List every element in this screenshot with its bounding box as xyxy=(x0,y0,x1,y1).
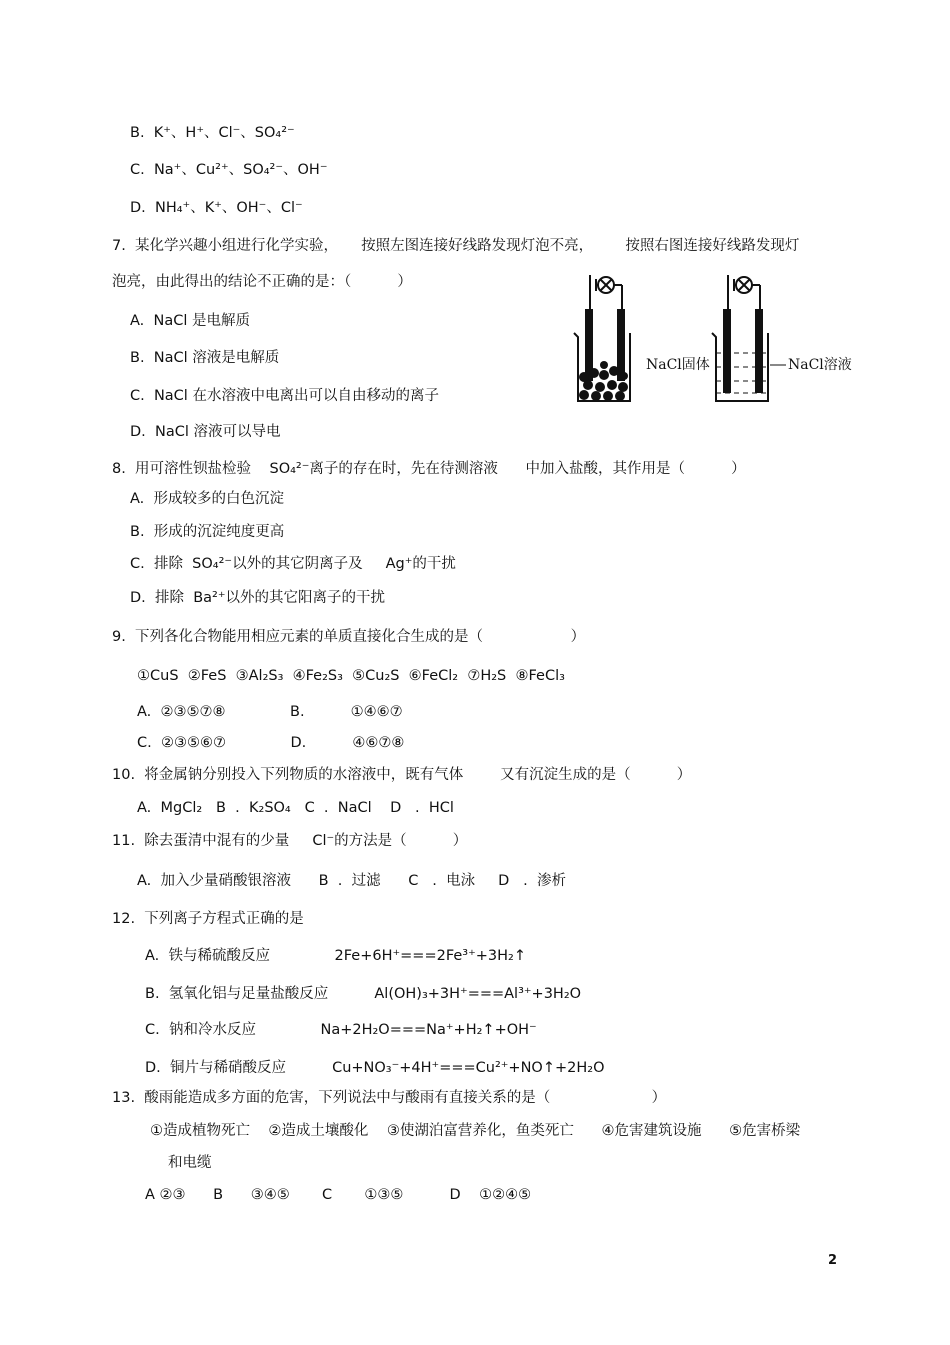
question-9-items: ①CuS ②FeS ③Al₂S₃ ④Fe₂S₃ ⑤Cu₂S ⑥FeCl₂ ⑦H₂S ⑧FeCl₃ xyxy=(137,668,565,684)
conductivity-figure xyxy=(560,265,860,410)
question-13-stem: 13. 酸雨能造成多方面的危害，下列说法中与酸雨有直接关系的是（ ） xyxy=(112,1090,667,1106)
option-c-q7: C. NaCl 在水溶液中电离出可以自由移动的离子 xyxy=(130,388,439,404)
option-c-q12: C. 钠和冷水反应 Na+2H₂O===Na⁺+H₂↑+OH⁻ xyxy=(145,1022,537,1038)
options-q11: A. 加入少量硝酸银溶液 B . 过滤 C . 电泳 D . 渗析 xyxy=(137,873,566,889)
question-13-items-cont: 和电缆 xyxy=(168,1155,212,1171)
options-cd-q9: C. ②③⑤⑥⑦ D. ④⑥⑦⑧ xyxy=(137,735,405,751)
question-9-stem: 9. 下列各化合物能用相应元素的单质直接化合生成的是（ ） xyxy=(112,629,586,645)
right-figure-label: NaCl溶液 xyxy=(788,357,852,373)
question-12-stem: 12. 下列离子方程式正确的是 xyxy=(112,911,304,927)
option-a-q7: A. NaCl 是电解质 xyxy=(130,313,250,329)
left-apparatus xyxy=(574,275,630,401)
options-q10: A. MgCl₂ B . K₂SO₄ C . NaCl D . HCl xyxy=(137,800,454,816)
option-d-q7: D. NaCl 溶液可以导电 xyxy=(130,424,281,440)
question-7-stem: 7. 某化学兴趣小组进行化学实验， 按照左图连接好线路发现灯泡不亮， 按照右图连接好线路发现灯 xyxy=(112,238,800,254)
right-apparatus xyxy=(712,275,768,401)
options-q13: A ②③ B ③④⑤ C ①③⑤ D ①②④⑤ xyxy=(145,1187,532,1203)
left-figure-label: NaCl固体 xyxy=(646,357,710,373)
question-13-items: ①造成植物死亡 ②造成土壤酸化 ③使湖泊富营养化，鱼类死亡 ④危害建筑设施 ⑤危害桥梁 xyxy=(150,1123,801,1139)
page-number: 2 xyxy=(828,1253,838,1268)
options-ab-q9: A. ②③⑤⑦⑧ B. ①④⑥⑦ xyxy=(137,704,403,720)
option-d-q8: D. 排除 Ba²⁺以外的其它阳离子的干扰 xyxy=(130,590,386,606)
option-c-q6: C. Na⁺、Cu²⁺、SO₄²⁻、OH⁻ xyxy=(130,162,328,178)
question-11-stem: 11. 除去蛋清中混有的少量 Cl⁻的方法是（ ） xyxy=(112,833,468,849)
option-b-q7: B. NaCl 溶液是电解质 xyxy=(130,350,280,366)
question-7-stem-cont: 泡亮，由此得出的结论不正确的是：（ ） xyxy=(112,274,412,290)
option-d-q6: D. NH₄⁺、K⁺、OH⁻、Cl⁻ xyxy=(130,200,303,216)
option-a-q12: A. 铁与稀硫酸反应 2Fe+6H⁺===2Fe³⁺+3H₂↑ xyxy=(145,948,526,964)
question-8-stem: 8. 用可溶性钡盐检验 SO₄²⁻离子的存在时，先在待测溶液 中加入盐酸，其作用是（ ） xyxy=(112,461,746,477)
option-b-q6: B. K⁺、H⁺、Cl⁻、SO₄²⁻ xyxy=(130,125,295,141)
option-b-q8: B. 形成的沉淀纯度更高 xyxy=(130,524,285,540)
question-10-stem: 10. 将金属钠分别投入下列物质的水溶液中，既有气体 又有沉淀生成的是（ ） xyxy=(112,767,692,783)
option-b-q12: B. 氢氧化铝与足量盐酸反应 Al(OH)₃+3H⁺===Al³⁺+3H₂O xyxy=(145,986,582,1002)
option-d-q12: D. 铜片与稀硝酸反应 Cu+NO₃⁻+4H⁺===Cu²⁺+NO↑+2H₂O xyxy=(145,1060,605,1076)
option-c-q8: C. 排除 SO₄²⁻以外的其它阴离子及 Ag⁺的干扰 xyxy=(130,556,456,572)
option-a-q8: A. 形成较多的白色沉淀 xyxy=(130,491,284,507)
